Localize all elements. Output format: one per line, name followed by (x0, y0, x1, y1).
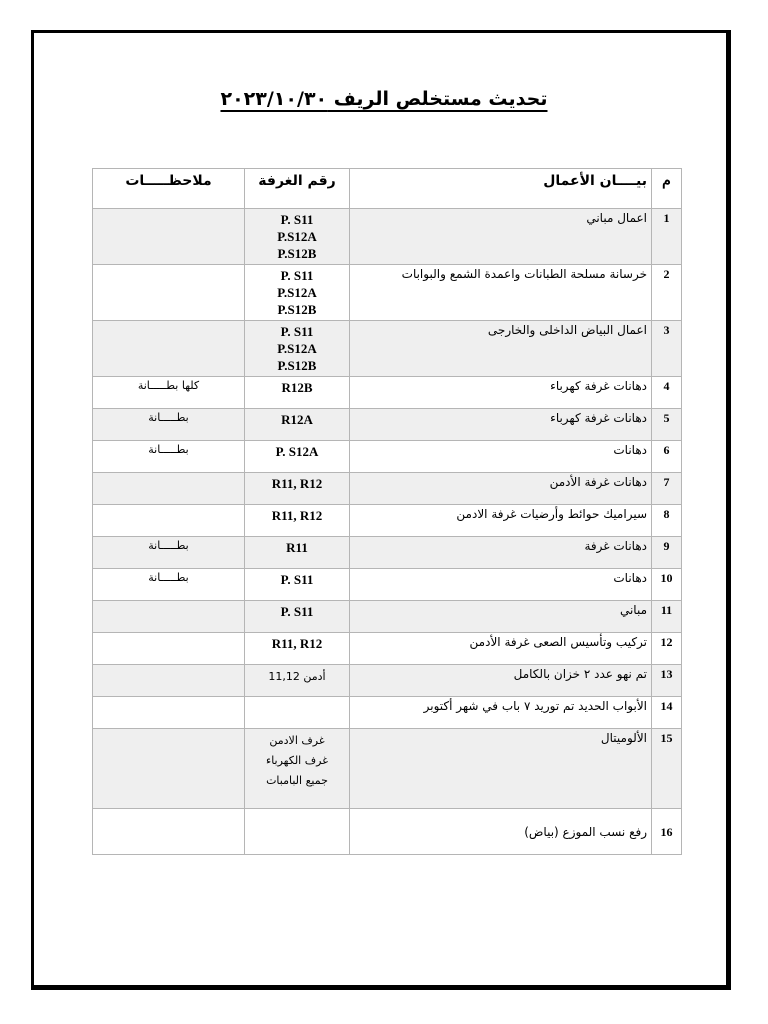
table-row (93, 729, 682, 809)
table-row (93, 409, 682, 441)
work-description: خرسانة مسلحة الطبانات واعمدة الشمع والبوابات (350, 265, 652, 321)
room-line: R11 (286, 540, 308, 555)
work-description: دهانات غرفة (350, 537, 652, 569)
work-description: دهانات غرفة الأدمن (350, 473, 652, 505)
table-row (93, 377, 682, 409)
room-number (245, 633, 350, 665)
room-number (245, 505, 350, 537)
room-line: P. S11 (280, 212, 314, 227)
row-number: 11 (652, 601, 682, 633)
room-line: غرف الكهرباء (266, 754, 328, 767)
notes: بطـــــانة (93, 409, 245, 441)
table-row (93, 265, 682, 321)
room-line: P.S12A (277, 229, 317, 244)
notes (93, 697, 245, 729)
table-row (93, 601, 682, 633)
room-number (245, 441, 350, 473)
room-line: P.S12B (277, 246, 317, 261)
work-description: الأبواب الحديد تم توريد ٧ باب في شهر أكتوبر (350, 697, 652, 729)
notes (93, 505, 245, 537)
table-row (93, 441, 682, 473)
work-description: دهانات (350, 569, 652, 601)
row-number: 14 (652, 697, 682, 729)
notes (93, 633, 245, 665)
room-line: P. S11 (280, 324, 314, 339)
table-row (93, 665, 682, 697)
room-number (245, 321, 350, 377)
row-number: 13 (652, 665, 682, 697)
notes (93, 473, 245, 505)
room-line: أدمن 11,12 (268, 670, 326, 683)
room-line: غرف الادمن (269, 734, 325, 747)
table-body (93, 209, 682, 855)
header-notes: ملاحظـــــات (93, 169, 245, 209)
row-number: 3 (652, 321, 682, 377)
header-work: بيــــان الأعمال (350, 169, 652, 209)
room-number (245, 265, 350, 321)
work-description: دهانات غرفة كهرباء (350, 377, 652, 409)
work-description: تركيب وتأسيس الصعى غرفة الأدمن (350, 633, 652, 665)
work-description: تم نهو عدد ٢ خزان بالكامل (350, 665, 652, 697)
work-description: اعمال مباني (350, 209, 652, 265)
room-line: P. S12A (275, 444, 319, 459)
work-description: سيراميك حوائط وأرضيات غرفة الادمن (350, 505, 652, 537)
header-room: رقم الغرفة (245, 169, 350, 209)
room-number (245, 601, 350, 633)
room-line: R11, R12 (271, 476, 323, 491)
work-description: رفع نسب الموزع (بياض) (350, 809, 652, 855)
works-table (92, 168, 682, 855)
notes: بطـــــانة (93, 441, 245, 473)
document-title (0, 88, 768, 110)
notes: كلها بطـــــانة (93, 377, 245, 409)
room-line: P. S11 (280, 604, 314, 619)
row-number: 10 (652, 569, 682, 601)
row-number: 16 (652, 809, 682, 855)
table-row (93, 473, 682, 505)
notes (93, 209, 245, 265)
table-row (93, 537, 682, 569)
room-number (245, 473, 350, 505)
room-number (245, 729, 350, 809)
table-header-row (93, 169, 682, 209)
room-line: P.S12A (277, 285, 317, 300)
row-number: 15 (652, 729, 682, 809)
header-num: م (652, 169, 682, 209)
room-line: P.S12B (277, 358, 317, 373)
work-description: دهانات غرفة كهرباء (350, 409, 652, 441)
row-number: 9 (652, 537, 682, 569)
row-number: 2 (652, 265, 682, 321)
room-number (245, 697, 350, 729)
room-line: P. S11 (280, 268, 314, 283)
work-description: دهانات (350, 441, 652, 473)
room-number (245, 537, 350, 569)
notes (93, 665, 245, 697)
room-number (245, 409, 350, 441)
document-title-text: تحديث مستخلص الريف ٢٠٢٣/١٠/٣٠ (220, 88, 548, 110)
room-line: R12B (281, 380, 313, 395)
work-description: الألوميتال (350, 729, 652, 809)
row-number: 4 (652, 377, 682, 409)
table-row (93, 809, 682, 855)
work-description: مباني (350, 601, 652, 633)
room-line: R12A (281, 412, 313, 427)
room-number (245, 377, 350, 409)
notes (93, 809, 245, 855)
room-number (245, 209, 350, 265)
room-line: R11, R12 (271, 636, 323, 651)
room-number (245, 569, 350, 601)
row-number: 12 (652, 633, 682, 665)
table-row (93, 505, 682, 537)
table-row (93, 633, 682, 665)
room-line: P.S12B (277, 302, 317, 317)
room-line: R11, R12 (271, 508, 323, 523)
table-row (93, 321, 682, 377)
row-number: 5 (652, 409, 682, 441)
table-row (93, 209, 682, 265)
notes (93, 321, 245, 377)
row-number: 6 (652, 441, 682, 473)
table-row (93, 697, 682, 729)
notes (93, 265, 245, 321)
room-line: P. S11 (280, 572, 314, 587)
row-number: 8 (652, 505, 682, 537)
notes: بطـــــانة (93, 537, 245, 569)
table-row (93, 569, 682, 601)
room-number (245, 665, 350, 697)
room-line: جميع البامبات (266, 774, 328, 787)
room-line: P.S12A (277, 341, 317, 356)
notes (93, 729, 245, 809)
notes (93, 601, 245, 633)
work-description: اعمال البياض الداخلى والخارجى (350, 321, 652, 377)
notes: بطـــــانة (93, 569, 245, 601)
room-number (245, 809, 350, 855)
row-number: 1 (652, 209, 682, 265)
row-number: 7 (652, 473, 682, 505)
